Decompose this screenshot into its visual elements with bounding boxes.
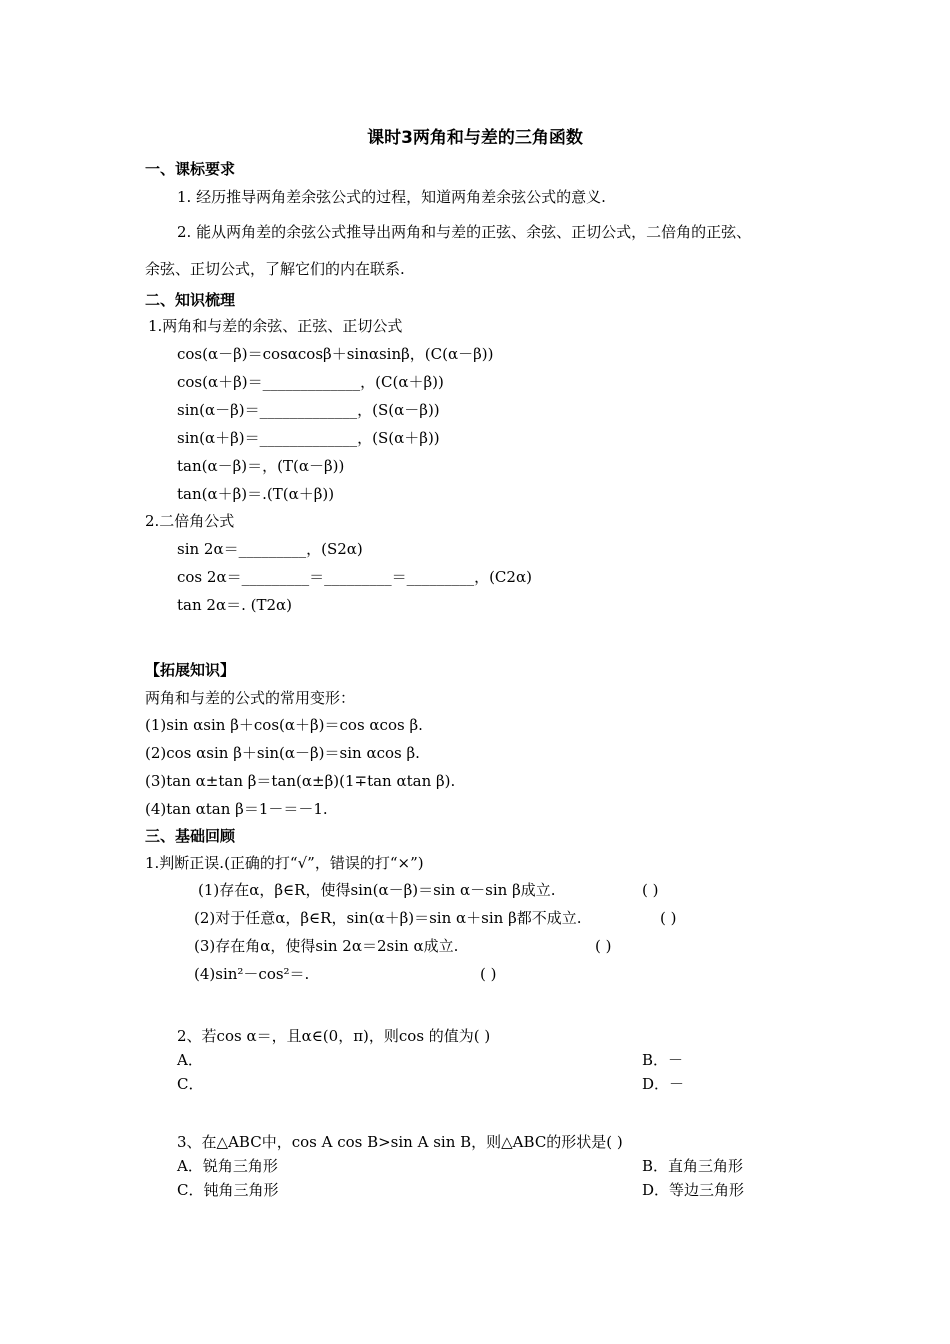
formula-tan-double: tan 2α＝. (T2α) — [177, 596, 292, 614]
formula-tan-sum: tan(α＋β)＝.(T(α＋β)) — [177, 485, 335, 503]
extension-item-2: (2)cos αsin β＋sin(α－β)＝sin αcos β. — [145, 744, 420, 762]
requirement-2-line-2: 余弦、正切公式，了解它们的内在联系. — [145, 260, 405, 278]
judgment-item-3: (3)存在角α，使得sin 2α＝2sin α成立. — [194, 937, 459, 955]
answer-parentheses: ( ) — [480, 965, 497, 983]
answer-parentheses: ( ) — [642, 881, 659, 899]
judgment-item-2: (2)对于任意α，β∈R，sin(α＋β)＝sin α＋sin β都不成立. — [194, 909, 582, 927]
section-heading-requirements: 一、课标要求 — [145, 160, 236, 178]
formula-tan-difference: tan(α－β)＝，(T(α－β)) — [177, 457, 345, 475]
extension-intro: 两角和与差的公式的常用变形： — [145, 689, 356, 707]
answer-parentheses: ( ) — [660, 909, 677, 927]
section-heading-review: 三、基础回顾 — [145, 827, 236, 845]
formula-cos-double: cos 2α＝_________＝_________＝_________，(C2α) — [177, 568, 532, 586]
extension-item-4: (4)tan αtan β＝1－＝－1. — [145, 800, 328, 818]
requirement-2-line-1: 2. 能从两角差的余弦公式推导出两角和与差的正弦、余弦、正切公式，二倍角的正弦、 — [177, 223, 752, 241]
formula-sin-sum: sin(α＋β)＝_____________，(S(α＋β)) — [177, 429, 440, 447]
judgment-item-4: (4)sin²－cos²＝. — [194, 965, 310, 983]
formula-sin-difference: sin(α－β)＝_____________，(S(α－β)) — [177, 401, 440, 419]
formula-cos-sum: cos(α＋β)＝_____________，(C(α＋β)) — [177, 373, 444, 391]
extension-item-3: (3)tan α±tan β＝tan(α±β)(1∓tan αtan β). — [145, 772, 456, 790]
question-2-option-a: A． — [177, 1051, 203, 1069]
question-2-option-c: C． — [177, 1075, 204, 1093]
question-2-option-b: B．－ — [642, 1051, 684, 1069]
section-heading-extension: 【拓展知识】 — [145, 661, 236, 679]
question-3-option-d: D．等边三角形 — [642, 1181, 745, 1199]
judgment-item-1: (1)存在α，β∈R，使得sin(α－β)＝sin α－sin β成立. — [198, 881, 556, 899]
question-3-option-a: A．锐角三角形 — [177, 1157, 278, 1175]
answer-parentheses: ( ) — [595, 937, 612, 955]
section-heading-knowledge: 二、知识梳理 — [145, 291, 236, 309]
page-title: 课时3两角和与差的三角函数 — [367, 128, 583, 148]
extension-item-1: (1)sin αsin β＋cos(α＋β)＝cos αcos β. — [145, 716, 423, 734]
requirement-1: 1. 经历推导两角差余弦公式的过程，知道两角差余弦公式的意义. — [177, 188, 606, 206]
question-3-option-c: C．钝角三角形 — [177, 1181, 279, 1199]
question-2-stem: 2、若cos α＝，且α∈(0，π)，则cos 的值为( ) — [177, 1027, 491, 1045]
question-3-stem: 3、在△ABC中，cos A cos B>sin A sin B，则△ABC的形状是( ) — [177, 1133, 623, 1151]
subheading-double-angle: 2.二倍角公式 — [145, 512, 235, 530]
formula-cos-difference: cos(α－β)＝cosαcosβ＋sinαsinβ，(C(α－β)) — [177, 345, 494, 363]
question-2-option-d: D．－ — [642, 1075, 685, 1093]
subheading-sum-difference-formulas: 1.两角和与差的余弦、正弦、正切公式 — [148, 317, 403, 335]
question-3-option-b: B．直角三角形 — [642, 1157, 744, 1175]
formula-sin-double: sin 2α＝_________，(S2α) — [177, 540, 363, 558]
question-1-stem: 1.判断正误.(正确的打“√”，错误的打“×”) — [145, 854, 424, 872]
